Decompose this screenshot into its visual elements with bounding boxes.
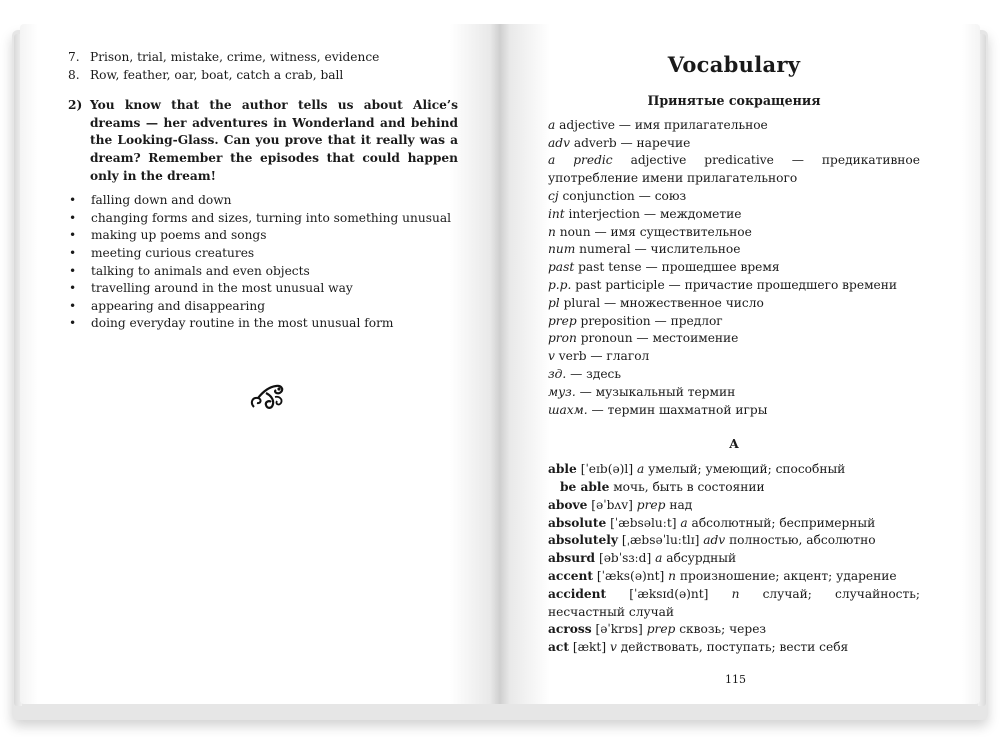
abbreviation-meaning: adverb — наречие	[573, 135, 691, 150]
bullet-item: • talking to animals and even objects	[68, 263, 458, 281]
bullet-icon: •	[69, 298, 77, 313]
right-page-text	[548, 50, 920, 657]
task-number: 2)	[68, 98, 83, 113]
headword: absurd	[548, 551, 596, 566]
translation: случай; случайность; несчастный случай	[548, 586, 920, 619]
translation: абсурдный	[666, 551, 737, 566]
vocabulary-entry	[548, 639, 920, 657]
abbreviation-meaning: numeral — числительное	[579, 242, 741, 257]
transcription: [əˈbʌv]	[591, 497, 633, 512]
item-number: 7.	[68, 50, 80, 64]
headword: accident	[548, 586, 607, 601]
task-text: You know that the author tells us about Alice’s dreams — her adventures in Wonderland and behind the Looking-Glass. Can you prove that it really was a dream? Remember the episodes that could happen only in the dream!	[90, 98, 458, 183]
vocabulary-list	[548, 461, 920, 657]
abbreviation-item	[548, 188, 920, 206]
abbreviation-item	[548, 277, 920, 295]
part-of-speech: a	[680, 515, 688, 530]
headword: able	[548, 462, 577, 477]
abbreviation: v	[548, 349, 555, 364]
translation: умелый; умеющий; способный	[648, 462, 846, 477]
translation: абсолютный; беспримерный	[691, 515, 876, 530]
abbreviation: adv	[548, 135, 570, 150]
translation: действовать, поступать; вести себя	[620, 640, 849, 655]
headword: act	[548, 640, 569, 655]
bullet-item: • meeting curious creatures	[68, 245, 458, 263]
bullet-icon: •	[69, 316, 77, 331]
abbreviations-heading: Принятые сокращения	[647, 93, 821, 108]
abbreviation-item	[548, 135, 920, 153]
translation: над	[669, 497, 693, 512]
bullet-icon: •	[69, 245, 77, 260]
abbreviation-item	[548, 152, 920, 188]
abbreviation: prep	[548, 313, 577, 328]
headword: be able	[560, 479, 610, 494]
abbreviation-meaning: plural — множественное число	[563, 295, 764, 310]
abbreviation-meaning: past participle — причастие прошедшего времени	[575, 277, 898, 292]
page-number: 115	[725, 673, 746, 686]
vocabulary-entry	[548, 550, 920, 568]
bullet-icon: •	[69, 210, 77, 225]
part-of-speech: a	[636, 462, 645, 477]
abbreviation-meaning: preposition — предлог	[580, 313, 723, 328]
transcription: [ækt]	[572, 640, 607, 655]
abbreviation: num	[548, 242, 576, 257]
translation: мочь, быть в состоянии	[613, 479, 765, 494]
abbreviation-meaning: — термин шахматной игры	[591, 402, 768, 417]
part-of-speech: n	[731, 586, 740, 601]
item-number: 8.	[68, 67, 80, 82]
bullet-icon: •	[69, 281, 77, 296]
translation: произношение; акцент; ударение	[679, 568, 897, 583]
ornament-icon	[248, 381, 288, 413]
abbreviation-item	[548, 206, 920, 224]
transcription: [ˈeɪb(ə)l]	[580, 462, 634, 477]
left-page-text	[68, 49, 458, 333]
item-text: Row, feather, oar, boat, catch a crab, ball	[90, 67, 344, 82]
abbreviation: зд.	[548, 366, 567, 381]
part-of-speech: a	[655, 551, 663, 566]
bullet-item: • changing forms and sizes, turning into something unusual	[68, 210, 458, 228]
abbreviation-meaning: conjunction — союз	[562, 188, 687, 203]
part-of-speech: n	[668, 568, 677, 583]
bullet-item: • appearing and disappearing	[68, 298, 458, 316]
abbreviation: муз.	[548, 384, 576, 399]
abbreviation-meaning: adjective — имя прилагательное	[559, 117, 768, 132]
abbreviation-meaning: verb — глагол	[558, 349, 650, 364]
bullet-item: • travelling around in the most unusual way	[68, 280, 458, 298]
abbreviation-meaning: past tense — прошедшее время	[578, 260, 780, 275]
abbreviation: pl	[548, 295, 560, 310]
vocabulary-entry	[548, 479, 920, 497]
abbreviation: p.p.	[548, 277, 572, 292]
headword: above	[548, 497, 588, 512]
abbreviation: past	[548, 260, 575, 275]
abbreviation-item	[548, 330, 920, 348]
abbreviation: n	[548, 224, 556, 239]
translation: полностью, абсолютно	[729, 533, 876, 548]
translation: сквозь; через	[679, 622, 767, 637]
vocabulary-entry	[548, 461, 920, 479]
headword: across	[548, 622, 592, 637]
page-title: Vocabulary	[667, 52, 801, 77]
abbreviation-item	[548, 402, 920, 420]
abbreviation-item	[548, 384, 920, 402]
abbreviation-item	[548, 348, 920, 366]
transcription: [ˈæbsəluːt]	[610, 515, 677, 530]
abbreviation-meaning: — здесь	[570, 366, 622, 381]
bullet-icon: •	[69, 193, 77, 208]
headword: accent	[548, 568, 593, 583]
part-of-speech: adv	[703, 533, 726, 548]
part-of-speech: prep	[646, 622, 676, 637]
abbreviation-item	[548, 295, 920, 313]
abbreviation: cj	[548, 188, 559, 203]
vocabulary-entry	[548, 515, 920, 533]
part-of-speech: v	[609, 640, 617, 655]
vocabulary-entry	[548, 497, 920, 515]
abbreviation-meaning: — музыкальный термин	[579, 384, 736, 399]
abbreviation-meaning: interjection — междометие	[568, 206, 742, 221]
abbreviation-item	[548, 224, 920, 242]
headword: absolutely	[548, 533, 618, 548]
transcription: [əˈkrɒs]	[595, 622, 643, 637]
abbreviation: int	[548, 206, 565, 221]
transcription: [ˈæksɪd(ə)nt]	[629, 586, 709, 601]
part-of-speech: prep	[636, 497, 666, 512]
task-prompt	[68, 97, 458, 185]
bullet-icon: •	[69, 228, 77, 243]
transcription: [ˈæks(ə)nt]	[596, 568, 665, 583]
abbreviation-item	[548, 117, 920, 135]
abbreviation: шахм.	[548, 402, 588, 417]
abbreviation-meaning: noun — имя существительное	[559, 224, 752, 239]
item-text: Prison, trial, mistake, crime, witness, evidence	[90, 50, 380, 64]
bullet-item: • falling down and down	[68, 192, 458, 210]
list-item	[68, 67, 458, 85]
transcription: [ˌæbsəˈluːtlɪ]	[621, 533, 700, 548]
bullet-icon: •	[69, 263, 77, 278]
vocabulary-entry	[548, 568, 920, 586]
bullet-list	[68, 192, 458, 333]
abbreviation-item	[548, 259, 920, 277]
abbreviation-meaning: pronoun — местоимение	[580, 331, 739, 346]
abbreviation-meaning: adjective predicative — предикативное употребление имени прилагательного	[548, 153, 920, 186]
list-item	[68, 49, 458, 67]
vocabulary-entry	[548, 532, 920, 550]
abbreviation: a	[548, 117, 556, 132]
abbreviations-list	[548, 117, 920, 420]
abbreviation: pron	[548, 331, 577, 346]
vocabulary-entry	[548, 621, 920, 639]
headword: absolute	[548, 515, 607, 530]
abbreviation-item	[548, 313, 920, 331]
section-letter: A	[729, 437, 739, 452]
abbreviation-item	[548, 241, 920, 259]
vocabulary-entry	[548, 586, 920, 622]
transcription: [əbˈsɜːd]	[598, 551, 652, 566]
abbreviation: a predic	[548, 153, 613, 168]
bullet-item: • doing everyday routine in the most unusual form	[68, 315, 458, 333]
abbreviation-item	[548, 366, 920, 384]
bullet-item: • making up poems and songs	[68, 227, 458, 245]
